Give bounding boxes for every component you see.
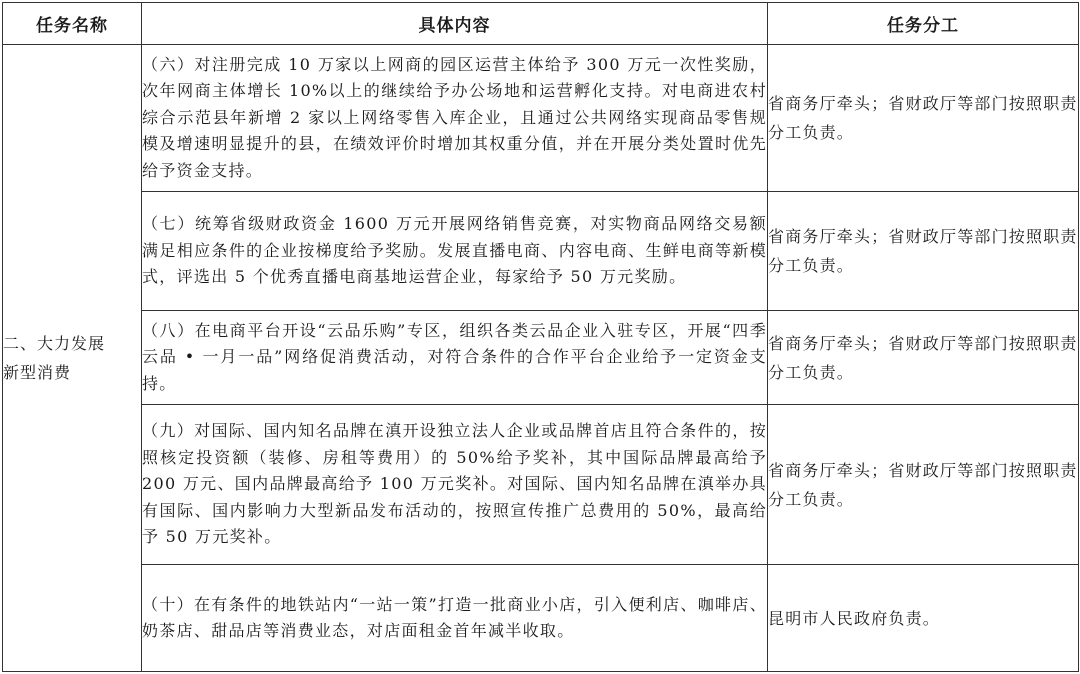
task-name-line: 二、大力发展 bbox=[3, 334, 106, 353]
table-row bbox=[3, 565, 1079, 672]
content-cell: （九）对国际、国内知名品牌在滇开设独立法人企业或品牌首店且符合条件的，按照核定投资额（装修、房租等费用）的 50%给予奖补，其中国际品牌最高给予 200 万元、国内品牌最高给予 100 万元奖补。对国际、国内知名品牌在滇举办具有国际、国内影响力大型新品发布活动的，按照宣传推广总费用的 50%，最高给予 50 万元奖补。 bbox=[142, 405, 768, 565]
content-cell: （六）对注册完成 10 万家以上网商的园区运营主体给予 300 万元一次性奖励，次年网商主体增长 10%以上的继续给予办公场地和运营孵化支持。对电商进农村综合示范县年新增 2 家以上网络零售入库企业，且通过公共网络实现商品零售规模及增速明显提升的县，在绩效评价时增加其权重分值，并在开展分类处置时优先给予资金支持。 bbox=[142, 45, 768, 192]
duty-cell: 省商务厅牵头；省财政厅等部门按照职责分工负责。 bbox=[768, 192, 1079, 311]
policy-task-table bbox=[2, 2, 1079, 672]
header-division: 任务分工 bbox=[768, 3, 1079, 45]
table-row bbox=[3, 45, 1079, 192]
duty-cell: 省商务厅牵头；省财政厅等部门按照职责分工负责。 bbox=[768, 311, 1079, 405]
task-name-cell bbox=[3, 45, 142, 672]
table-header-row bbox=[3, 3, 1079, 45]
content-cell: （七）统筹省级财政资金 1600 万元开展网络销售竞赛，对实物商品网络交易额满足相应条件的企业按梯度给予奖励。发展直播电商、内容电商、生鲜电商等新模式，评选出 5 个优秀直播电商基地运营企业，每家给予 50 万元奖励。 bbox=[142, 192, 768, 311]
duty-cell: 省商务厅牵头；省财政厅等部门按照职责分工负责。 bbox=[768, 45, 1079, 192]
header-content: 具体内容 bbox=[142, 3, 768, 45]
content-cell: （八）在电商平台开设“云品乐购”专区，组织各类云品企业入驻专区，开展“四季云品 • 一月一品”网络促消费活动，对符合条件的合作平台企业给予一定资金支持。 bbox=[142, 311, 768, 405]
duty-cell: 省商务厅牵头；省财政厅等部门按照职责分工负责。 bbox=[768, 405, 1079, 565]
header-task-name: 任务名称 bbox=[3, 3, 142, 45]
table-row bbox=[3, 405, 1079, 565]
duty-cell: 昆明市人民政府负责。 bbox=[768, 565, 1079, 672]
table-row bbox=[3, 192, 1079, 311]
task-name-line: 新型消费 bbox=[3, 363, 72, 382]
content-cell: （十）在有条件的地铁站内“一站一策”打造一批商业小店，引入便利店、咖啡店、奶茶店、甜品店等消费业态，对店面租金首年减半收取。 bbox=[142, 565, 768, 672]
table-row bbox=[3, 311, 1079, 405]
